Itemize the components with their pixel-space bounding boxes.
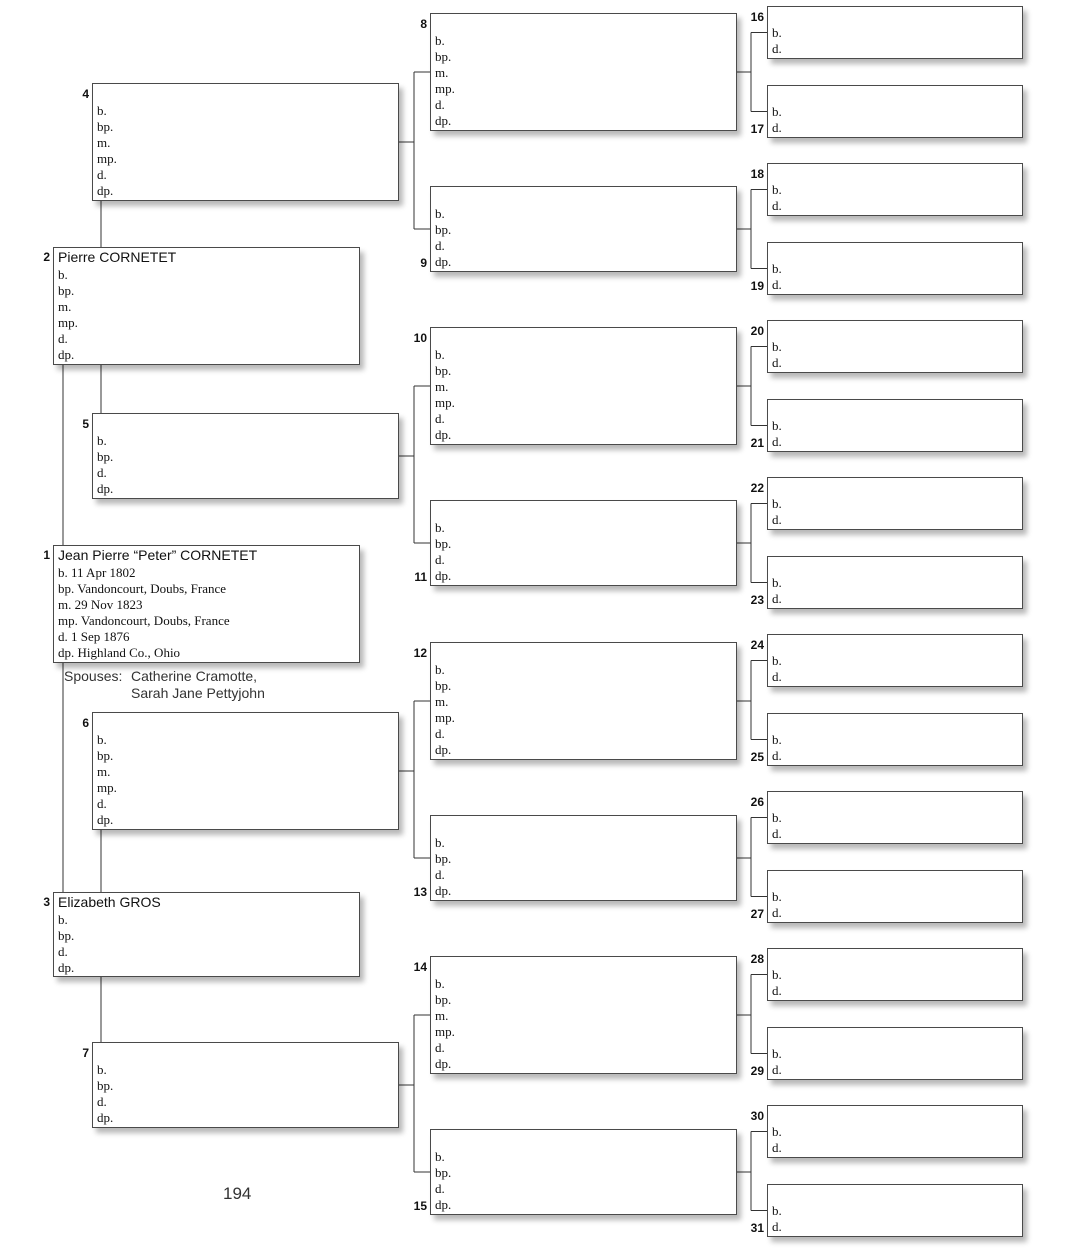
fact-line: mp.: [58, 315, 78, 330]
person-number-28: 28: [750, 952, 764, 966]
fact-line: mp.: [435, 710, 455, 725]
fact-line: d.: [772, 198, 782, 213]
person-number-29: 29: [750, 1064, 764, 1078]
fact-line: b.: [772, 967, 782, 982]
fact-line: b.: [97, 103, 107, 118]
person-box-31: [767, 1184, 1023, 1237]
fact-line: b.: [772, 1046, 782, 1061]
fact-line: m.: [435, 694, 449, 709]
person-box-4: [92, 83, 399, 201]
fact-line: d. 1 Sep 1876: [58, 629, 130, 644]
fact-line: dp. Highland Co., Ohio: [58, 645, 181, 660]
fact-line: m. 29 Nov 1823: [58, 597, 143, 612]
fact-line: d.: [772, 591, 782, 606]
fact-line: bp.: [58, 283, 75, 298]
fact-line: mp.: [435, 1024, 455, 1039]
fact-line: d.: [772, 983, 782, 998]
fact-line: dp.: [435, 1056, 452, 1071]
fact-line: m.: [97, 764, 111, 779]
fact-line: d.: [435, 1181, 445, 1196]
person-box-27: [767, 870, 1023, 923]
fact-line: d.: [772, 1140, 782, 1155]
person-number-20: 20: [750, 324, 764, 338]
fact-line: bp.: [435, 49, 452, 64]
fact-line: bp.: [435, 678, 452, 693]
fact-line: mp.: [435, 81, 455, 96]
fact-line: mp.: [97, 780, 117, 795]
fact-line: mp. Vandoncourt, Doubs, France: [58, 613, 230, 628]
person-box-28: [767, 948, 1023, 1001]
fact-line: d.: [435, 867, 445, 882]
person-number-23: 23: [750, 593, 764, 607]
person-name: Jean Pierre “Peter” CORNETET: [58, 547, 258, 563]
page-number: 194: [223, 1184, 252, 1203]
person-box-6: [92, 712, 399, 830]
fact-line: d.: [435, 726, 445, 741]
person-box-11: [430, 500, 737, 586]
fact-line: d.: [772, 120, 782, 135]
person-number-2: 2: [43, 250, 50, 264]
spouses-label: Spouses:: [64, 668, 123, 684]
person-box-17: [767, 85, 1023, 138]
fact-line: dp.: [97, 812, 114, 827]
fact-line: b.: [772, 496, 782, 511]
fact-line: dp.: [435, 883, 452, 898]
fact-line: b.: [97, 433, 107, 448]
fact-line: b.: [772, 732, 782, 747]
fact-line: b.: [435, 520, 445, 535]
person-box-20: [767, 320, 1023, 373]
fact-line: dp.: [97, 183, 114, 198]
fact-line: dp.: [435, 113, 452, 128]
person-number-26: 26: [750, 795, 764, 809]
person-box-24: [767, 634, 1023, 687]
person-number-17: 17: [750, 122, 764, 136]
person-box-16: [767, 6, 1023, 59]
fact-line: dp.: [97, 1110, 114, 1125]
person-number-3: 3: [43, 895, 50, 909]
fact-line: bp.: [435, 363, 452, 378]
fact-line: m.: [58, 299, 72, 314]
fact-line: b.: [772, 810, 782, 825]
person-box-1: [53, 545, 360, 663]
person-box-5: [92, 413, 399, 499]
fact-line: b.: [772, 182, 782, 197]
fact-line: d.: [97, 1094, 107, 1109]
person-name: Elizabeth GROS: [58, 894, 161, 910]
fact-line: m.: [435, 379, 449, 394]
person-box-26: [767, 791, 1023, 844]
fact-line: d.: [772, 905, 782, 920]
fact-line: b.: [772, 25, 782, 40]
fact-line: dp.: [435, 254, 452, 269]
fact-line: d.: [772, 669, 782, 684]
person-number-22: 22: [750, 481, 764, 495]
person-box-2: [53, 247, 360, 365]
fact-line: b.: [435, 33, 445, 48]
fact-line: d.: [435, 411, 445, 426]
fact-line: mp.: [435, 395, 455, 410]
person-box-14: [430, 956, 737, 1074]
fact-line: bp.: [97, 1078, 114, 1093]
fact-line: b.: [435, 206, 445, 221]
fact-line: bp.: [97, 119, 114, 134]
person-number-10: 10: [413, 331, 427, 345]
fact-line: b.: [772, 889, 782, 904]
spouse-name-1: Catherine Cramotte,: [131, 668, 258, 684]
fact-line: m.: [435, 65, 449, 80]
person-box-30: [767, 1105, 1023, 1158]
person-number-4: 4: [82, 87, 89, 101]
spouse-name-2: Sarah Jane Pettyjohn: [131, 685, 265, 701]
fact-line: d.: [435, 97, 445, 112]
fact-line: d.: [97, 167, 107, 182]
fact-line: dp.: [435, 427, 452, 442]
person-box-23: [767, 556, 1023, 609]
fact-line: b.: [435, 662, 445, 677]
fact-line: b.: [772, 1203, 782, 1218]
person-number-1: 1: [43, 548, 50, 562]
fact-line: d.: [772, 1062, 782, 1077]
person-number-18: 18: [750, 167, 764, 181]
person-number-15: 15: [413, 1199, 427, 1213]
person-box-25: [767, 713, 1023, 766]
person-number-5: 5: [82, 417, 89, 431]
fact-line: d.: [772, 355, 782, 370]
fact-line: b. 11 Apr 1802: [58, 565, 136, 580]
person-number-16: 16: [750, 10, 764, 24]
fact-line: dp.: [58, 960, 75, 975]
fact-line: dp.: [58, 347, 75, 362]
person-number-27: 27: [750, 907, 764, 921]
fact-line: b.: [772, 653, 782, 668]
person-number-19: 19: [750, 279, 764, 293]
person-number-9: 9: [420, 256, 427, 270]
fact-line: m.: [97, 135, 111, 150]
person-number-7: 7: [82, 1046, 89, 1060]
fact-line: b.: [772, 1124, 782, 1139]
fact-line: d.: [772, 41, 782, 56]
fact-line: dp.: [97, 481, 114, 496]
fact-line: d.: [772, 434, 782, 449]
fact-line: d.: [435, 1040, 445, 1055]
fact-line: b.: [58, 267, 68, 282]
fact-line: b.: [97, 732, 107, 747]
person-number-24: 24: [750, 638, 764, 652]
fact-line: bp.: [435, 536, 452, 551]
person-box-15: [430, 1129, 737, 1215]
person-box-29: [767, 1027, 1023, 1080]
fact-line: bp.: [97, 748, 114, 763]
fact-line: d.: [435, 552, 445, 567]
fact-line: d.: [58, 944, 68, 959]
person-box-12: [430, 642, 737, 760]
person-number-30: 30: [750, 1109, 764, 1123]
fact-line: d.: [58, 331, 68, 346]
fact-line: b.: [772, 575, 782, 590]
fact-line: bp.: [58, 928, 75, 943]
fact-line: b.: [435, 347, 445, 362]
person-box-22: [767, 477, 1023, 530]
person-box-3: [53, 892, 360, 977]
fact-line: b.: [435, 1149, 445, 1164]
fact-line: b.: [58, 912, 68, 927]
person-number-12: 12: [413, 646, 427, 660]
fact-line: d.: [772, 512, 782, 527]
person-box-19: [767, 242, 1023, 295]
person-number-14: 14: [413, 960, 427, 974]
fact-line: mp.: [97, 151, 117, 166]
person-number-21: 21: [750, 436, 764, 450]
person-box-13: [430, 815, 737, 901]
fact-line: b.: [772, 261, 782, 276]
fact-line: bp.: [97, 449, 114, 464]
fact-line: d.: [97, 465, 107, 480]
fact-line: b.: [97, 1062, 107, 1077]
fact-line: dp.: [435, 568, 452, 583]
person-box-10: [430, 327, 737, 445]
fact-line: d.: [772, 748, 782, 763]
fact-line: m.: [435, 1008, 449, 1023]
fact-line: dp.: [435, 1197, 452, 1212]
fact-line: dp.: [435, 742, 452, 757]
fact-line: b.: [772, 339, 782, 354]
person-number-6: 6: [82, 716, 89, 730]
fact-line: d.: [435, 238, 445, 253]
person-number-25: 25: [750, 750, 764, 764]
fact-line: bp.: [435, 851, 452, 866]
fact-line: b.: [435, 835, 445, 850]
fact-line: bp.: [435, 992, 452, 1007]
person-number-8: 8: [420, 17, 427, 31]
fact-line: d.: [772, 277, 782, 292]
fact-line: bp.: [435, 222, 452, 237]
fact-line: b.: [435, 976, 445, 991]
person-box-18: [767, 163, 1023, 216]
fact-line: bp.: [435, 1165, 452, 1180]
fact-line: bp. Vandoncourt, Doubs, France: [58, 581, 227, 596]
person-number-31: 31: [750, 1221, 764, 1235]
person-box-9: [430, 186, 737, 272]
fact-line: b.: [772, 104, 782, 119]
fact-line: b.: [772, 418, 782, 433]
person-box-21: [767, 399, 1023, 452]
person-box-7: [92, 1042, 399, 1128]
person-box-8: [430, 13, 737, 131]
fact-line: d.: [772, 1219, 782, 1234]
person-name: Pierre CORNETET: [58, 249, 177, 265]
person-number-11: 11: [414, 570, 427, 584]
fact-line: d.: [772, 826, 782, 841]
person-number-13: 13: [413, 885, 427, 899]
fact-line: d.: [97, 796, 107, 811]
